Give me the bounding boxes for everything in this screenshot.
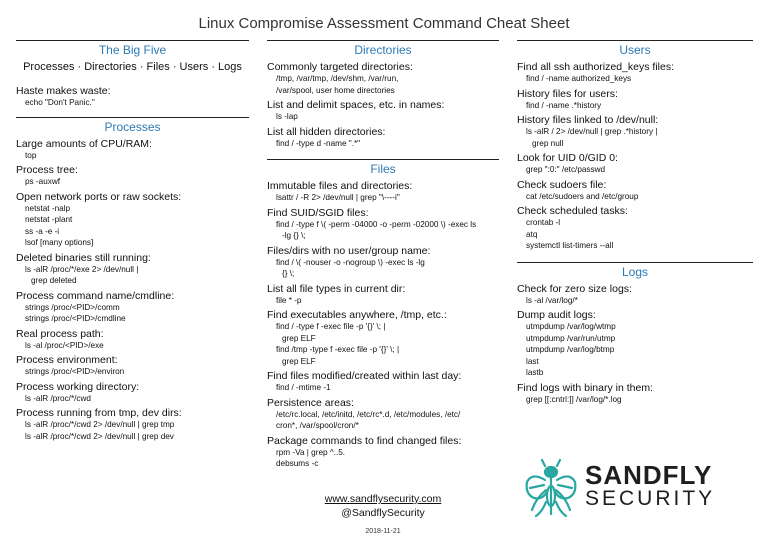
command-text: /var/spool, user home directories [276, 85, 395, 95]
command-text: find / -type f \( -perm -04000 -o -perm -02000 \) -exec ls [276, 219, 477, 229]
command-text: /etc/rc.local, /etc/initd, /etc/rc*.d, /etc/modules, /etc/ [276, 409, 461, 419]
command-label: Files/dirs with no user/group name: [267, 244, 431, 257]
publish-date: 2018-11-21 [365, 528, 401, 535]
command-text: crontab -l [526, 218, 561, 227]
command-label: Find SUID/SGID files: [267, 206, 369, 219]
processes-list [16, 138, 249, 443]
footer-links [267, 492, 499, 520]
command-label: Check for zero size logs: [517, 282, 632, 295]
haste-command: echo "Don't Panic." [25, 98, 95, 107]
command-text: ps -auxwf [25, 177, 61, 186]
command-text: file * -p [276, 295, 302, 305]
command-text: grep [[:cntrl:]] /var/log/*.log [526, 394, 622, 404]
command-text: -lg {} \; [282, 231, 306, 240]
command-text: ss -a -e -i [25, 226, 60, 236]
big-five-list: Processes · Directories · Files · Users · Logs [23, 61, 242, 73]
command-text: last [526, 356, 539, 366]
logo-text-security: SECURITY [585, 487, 716, 510]
command-text: find / -type f -exec file -p '{}' \; | [276, 322, 386, 331]
section-heading-directories: Directories [267, 40, 499, 57]
website-link[interactable]: www.sandflysecurity.com [324, 493, 442, 505]
command-label: Look for UID 0/GID 0: [517, 152, 618, 164]
command-text: ls -lap [276, 112, 298, 121]
command-text: grep ":0:" /etc/passwd [526, 165, 606, 174]
section-heading-logs: Logs [517, 262, 753, 279]
command-text: netstat -nalp [25, 203, 71, 213]
command-label: Persistence areas: [267, 396, 354, 409]
command-label: Find executables anywhere, /tmp, etc.: [267, 309, 447, 321]
command-text: top [25, 150, 37, 160]
logs-list [517, 283, 753, 406]
command-label: Process environment: [16, 354, 118, 366]
directories-list [267, 61, 499, 149]
command-text: find /tmp -type f -exec file -p '{}' \; | [276, 345, 400, 354]
command-label: Large amounts of CPU/RAM: [16, 137, 152, 150]
command-text: grep ELF [282, 333, 316, 343]
command-label: Commonly targeted directories: [267, 61, 413, 73]
command-text: {} \; [282, 269, 295, 278]
command-text: lsattr / -R 2> /dev/null | grep "\----i" [276, 193, 400, 202]
command-text: systemctl list-timers --all [526, 241, 614, 250]
command-label: Find files modified/created within last day: [267, 370, 462, 382]
haste-label: Haste makes waste: [16, 85, 111, 97]
command-label: History files for users: [517, 87, 618, 100]
command-text: strings /proc/<PID>/cmdline [25, 314, 126, 323]
files-list [267, 180, 499, 470]
command-text: find / -mtime -1 [276, 383, 331, 392]
command-text: strings /proc/<PID>/comm [25, 302, 120, 312]
twitter-handle[interactable]: @SandflySecurity [341, 507, 425, 519]
command-text: ls -alR /proc/*/cwd 2> /dev/null | grep tmp [25, 420, 175, 429]
command-label: Check sudoers file: [517, 178, 607, 191]
command-text: find / -name .*history [526, 100, 602, 110]
command-text: find / -name authorized_keys [526, 74, 632, 83]
command-label: Process command name/cmdline: [16, 289, 175, 302]
command-text: ls -alR /proc/*/cwd [25, 393, 91, 403]
column-3 [517, 40, 753, 405]
command-label: Open network ports or raw sockets: [16, 190, 182, 203]
command-label: Process tree: [16, 164, 78, 176]
command-text: rpm -Va | grep ^..5. [276, 447, 346, 457]
command-label: Process working directory: [16, 380, 140, 393]
section-heading-users: Users [517, 40, 753, 57]
command-label: Deleted binaries still running: [16, 251, 151, 264]
command-label: History files linked to /dev/null: [517, 114, 659, 126]
command-label: Process running from tmp, dev dirs: [16, 407, 182, 419]
command-text: cron*, /var/spool/cron/* [276, 421, 359, 430]
command-label: List all file types in current dir: [267, 282, 406, 295]
section-heading-big-five: The Big Five [16, 40, 249, 57]
command-text: ls -alR /proc/*/exe 2> /dev/null | [25, 264, 139, 274]
command-text: /tmp, /var/tmp, /dev/shm, /var/run, [276, 74, 399, 83]
command-text: ls -al /var/log/* [526, 295, 578, 305]
command-text: atq [526, 229, 538, 239]
page-title: Linux Compromise Assessment Command Cheat Sheet [198, 15, 570, 32]
command-text: strings /proc/<PID>/environ [25, 367, 125, 376]
command-label: List all hidden directories: [267, 125, 386, 138]
command-label: Package commands to find changed files: [267, 434, 462, 447]
sandfly-insect-icon [522, 458, 580, 520]
command-text: ls -al /proc/<PID>/exe [25, 340, 104, 350]
command-label: Immutable files and directories: [267, 180, 413, 192]
section-heading-files: Files [267, 159, 499, 176]
command-text: find / \( -nouser -o -nogroup \) -exec ls -lg [276, 257, 425, 267]
command-text: lastb [526, 368, 544, 377]
command-text: netstat -plant [25, 215, 73, 224]
command-text: utmpdump /var/log/wtmp [526, 322, 616, 331]
command-label: Find logs with binary in them: [517, 381, 653, 394]
users-list [517, 61, 753, 252]
command-text: find / -type d -name ".*" [276, 138, 361, 148]
command-text: grep null [532, 138, 564, 148]
section-heading-processes: Processes [16, 117, 249, 134]
column-1 [16, 40, 249, 442]
command-text: lsof [many options] [25, 238, 94, 247]
command-text: grep ELF [282, 356, 316, 366]
command-text: utmpdump /var/run/utmp [526, 333, 616, 343]
command-text: grep deleted [31, 276, 77, 285]
command-label: Check scheduled tasks: [517, 205, 628, 217]
command-label: Dump audit logs: [517, 309, 596, 321]
command-text: ls -alR /proc/*/cwd 2> /dev/null | grep dev [25, 431, 174, 441]
command-text: debsums -c [276, 459, 319, 468]
command-label: Real process path: [16, 327, 104, 340]
command-label: Find all ssh authorized_keys files: [517, 61, 674, 73]
command-text: utmpdump /var/log/btmp [526, 345, 615, 354]
command-text: cat /etc/sudoers and /etc/group [526, 191, 639, 201]
logo-text-sandfly: SANDFLY [585, 460, 713, 490]
command-label: List and delimit spaces, etc. in names: [267, 99, 445, 111]
command-text: ls -alR / 2> /dev/null | grep .*history | [526, 127, 658, 136]
column-2 [267, 40, 499, 470]
sandfly-logo [522, 458, 762, 518]
